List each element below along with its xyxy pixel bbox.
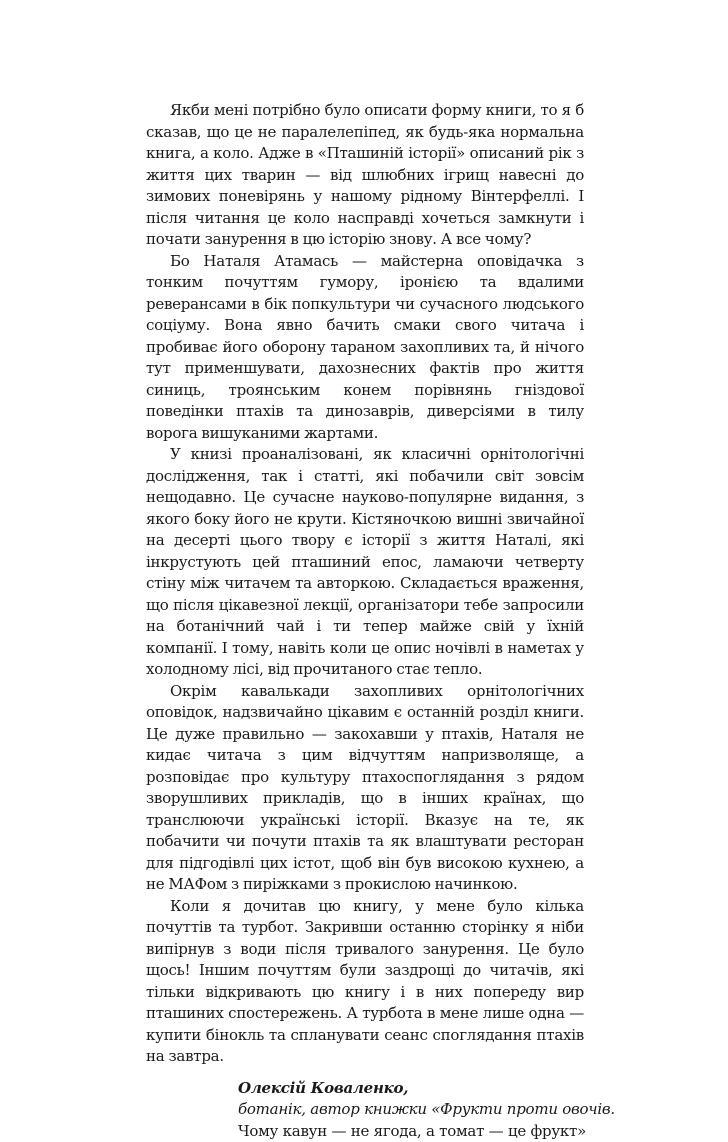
paragraph-3: У книзі проаналізовані, як класичні орнітологічні дослідження, так і статті, які побачили світ зовсім нещодавно. Це сучасне науково-популярне видання, з якого боку його не крути. Кістяночкою вишні звичайної на десерті цього твору є історії з життя Наталі, які інкрустують цей пташиний епос, ламаючи четверту стіну між читачем та авторкою. Складається враження, що після цікавезної лекції, організатори тебе запросили на ботанічний чай і ти тепер майже свій у їхній компанії. І тому, навіть коли це опис ночівлі в наметах у холодному лісі, від прочитаного стає тепло. [146, 444, 584, 681]
paragraph-2: Бо Наталя Атамась — майстерна оповідачка з тонким почуттям гумору, іронією та вдалими реверансами в бік попкультури чи сучасного людського соціуму. Вона явно бачить смаки свого читача і пробиває його оборону тараном захопливих та, й нічого тут применшувати, дахознесних фактів про життя синиць, троянським конем порівнянь гніздової поведінки птахів та динозаврів, диверсіями в тилу ворога вишуканими жартами. [146, 251, 584, 445]
signature-block [238, 1078, 584, 1142]
paragraph-4: Окрім кавалькади захопливих орнітологічних оповідок, надзвичайно цікавим є останній розділ книги. Це дуже правильно — закохавши у птахів, Наталя не кидає читача з цим відчуттям напризволяще, а розповідає про культуру птахоспоглядання з рядом зворушливих прикладів, що в інших країнах, що транслюючи українські історії. Вказує на те, як побачити чи почути птахів та як влаштувати ресторан для підгодівлі цих істот, щоб він був високою кухнею, а не МАФом з пиріжками з прокислою начинкою. [146, 681, 584, 896]
paragraph-5: Коли я дочитав цю книгу, у мене було кілька почуттів та турбот. Закривши останню сторінку я ніби випірнув з води після тривалого занурення. Це було щось! Іншим почуттям були заздрощі до читачів, які тільки відкривають цю книгу і в них попереду вир пташиних спостережень. А турбота в мене лише одна — купити бінокль та спланувати сеанс споглядання птахів на завтра. [146, 896, 584, 1068]
article-body [146, 100, 584, 1142]
signature-book-title: Чому кавун — не ягода, а томат — це фрукт» [238, 1121, 584, 1142]
paragraph-1: Якби мені потрібно було описати форму книги, то я б сказав, що це не паралелепіпед, як будь-яка нормальна книга, а коло. Адже в «Пташиній історії» описаний рік з життя цих тварин — від шлюбних ігрищ навесні до зимових поневірянь у нашому рідному Вінтерфеллі. І після читання це коло насправді хочеться замкнути і почати занурення в цю історію знову. А все чому? [146, 100, 584, 251]
signature-role: ботанік, автор книжки «Фрукти проти овочів. [238, 1099, 584, 1121]
signature-author: Олексій Коваленко, [238, 1078, 584, 1100]
